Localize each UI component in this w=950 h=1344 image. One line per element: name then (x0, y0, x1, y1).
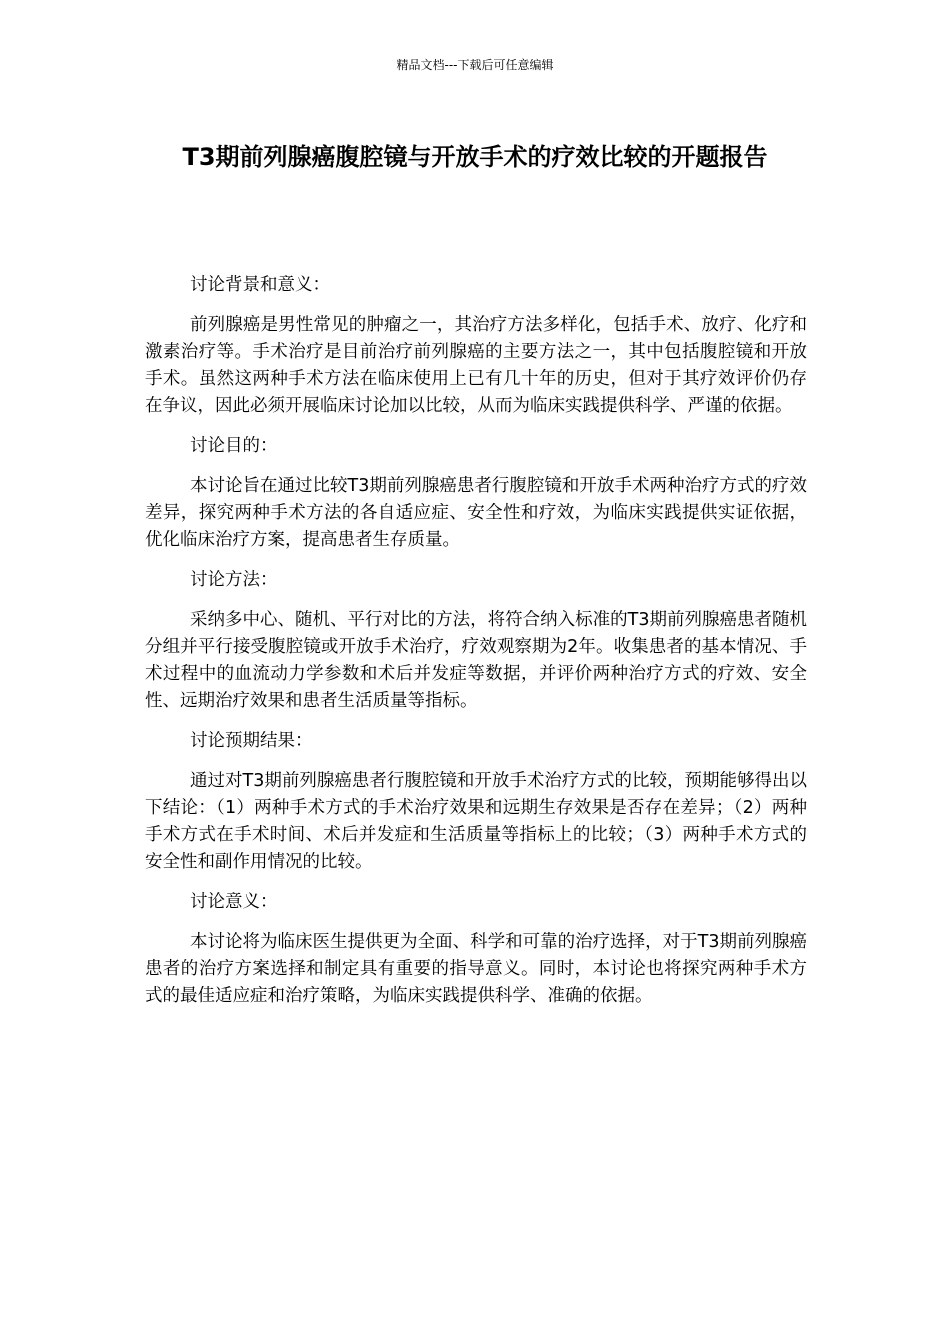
section-heading-background: 讨论背景和意义： (190, 275, 330, 295)
section-heading-significance: 讨论意义： (190, 892, 278, 912)
section-body-expected-results: 通过对T3期前列腺癌患者行腹腔镜和开放手术治疗方式的比较，预期能够得出以下结论：（1）两种手术方式的手术治疗效果和远期生存效果是否存在差异；（2）两种手术方式在手术时间、术后并发症和生活质量等指标上的比较；（3）两种手术方式的安全性和副作用情况的比较。 (145, 771, 807, 872)
section-heading-expected-results: 讨论预期结果： (190, 731, 313, 751)
section-body-significance: 本讨论将为临床医生提供更为全面、科学和可靠的治疗选择，对于T3期前列腺癌患者的治疗方案选择和制定具有重要的指导意义。同时，本讨论也将探究两种手术方式的最佳适应症和治疗策略，为临床实践提供科学、准确的依据。 (145, 932, 807, 1006)
section-heading-method: 讨论方法： (190, 570, 278, 590)
document-title: T3期前列腺癌腹腔镜与开放手术的疗效比较的开题报告 (182, 143, 768, 171)
section-body-background: 前列腺癌是男性常见的肿瘤之一，其治疗方法多样化，包括手术、放疗、化疗和激素治疗等。手术治疗是目前治疗前列腺癌的主要方法之一，其中包括腹腔镜和开放手术。虽然这两种手术方法在临床使用上已有几十年的历史，但对于其疗效评价仍存在争议，因此必须开展临床讨论加以比较，从而为临床实践提供科学、严谨的依据。 (145, 315, 807, 416)
document-body (145, 272, 807, 1023)
section-heading-purpose: 讨论目的： (190, 436, 278, 456)
section-body-purpose: 本讨论旨在通过比较T3期前列腺癌患者行腹腔镜和开放手术两种治疗方式的疗效差异，探究两种手术方法的各自适应症、安全性和疗效，为临床实践提供实证依据，优化临床治疗方案，提高患者生存质量。 (145, 476, 807, 550)
header-note: 精品文档---下载后可任意编辑 (396, 58, 554, 72)
section-body-method: 采纳多中心、随机、平行对比的方法，将符合纳入标准的T3期前列腺癌患者随机分组并平行接受腹腔镜或开放手术治疗，疗效观察期为2年。收集患者的基本情况、手术过程中的血流动力学参数和术后并发症等数据，并评价两种治疗方式的疗效、安全性、远期治疗效果和患者生活质量等指标。 (145, 610, 807, 711)
